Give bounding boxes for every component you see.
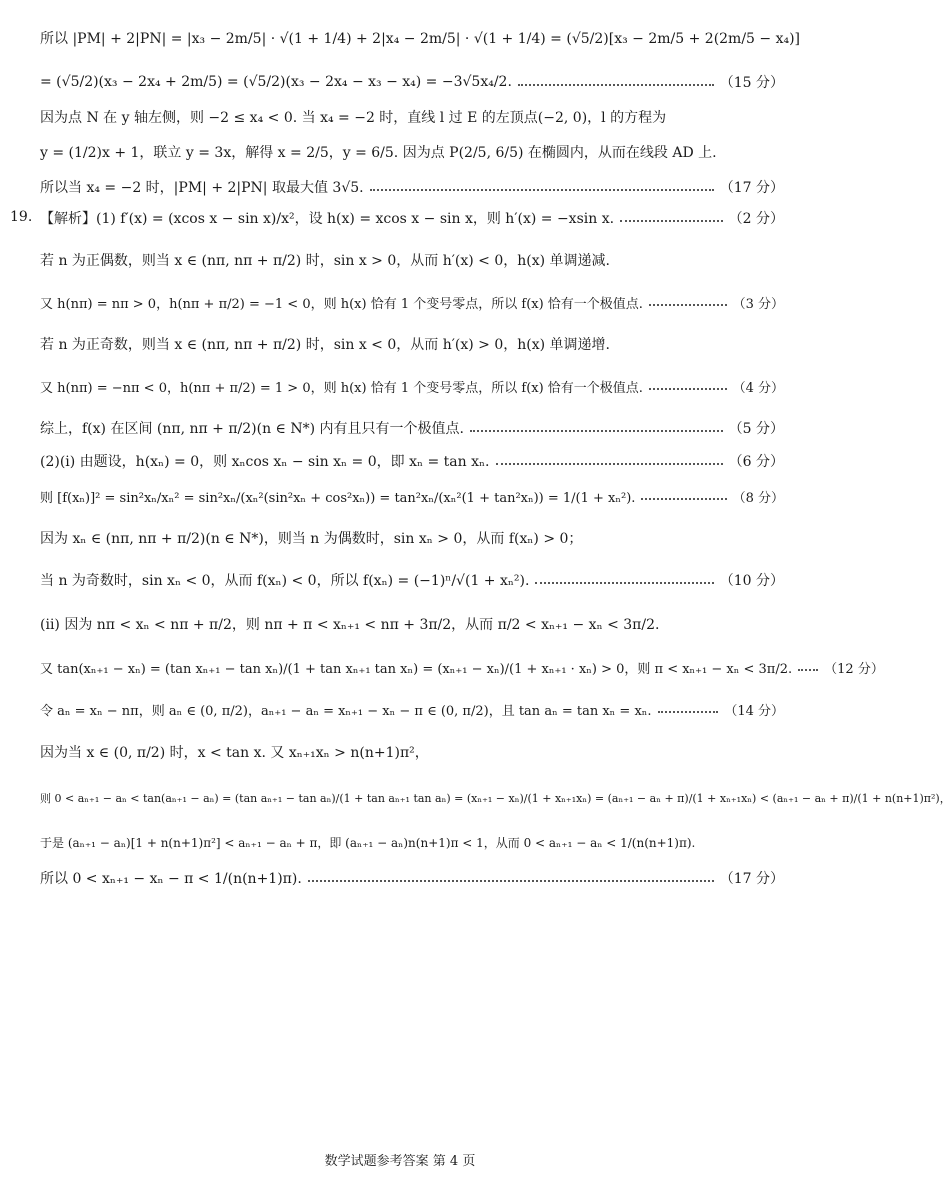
solution-line-2 xyxy=(40,62,784,102)
line-text: 所以 |PM| + 2|PN| = |x₃ − 2m/5| · √(1 + 1/4) + 2|x₄ − 2m/5| · √(1 + 1/4) = (√5/2)[x₃ − 2m/5 + 2(2m/5 − x₄)] xyxy=(40,31,801,47)
solution-line-20 xyxy=(40,778,951,818)
score-mark: （15 分） xyxy=(719,75,784,91)
dot-leader xyxy=(620,220,723,222)
line-text: y = (1/2)x + 1，联立 y = 3x，解得 x = 2/5，y = 6/5. 因为点 P(2/5, 6/5) 在椭圆内，从而在线段 AD 上. xyxy=(40,145,717,161)
score-mark: （8 分） xyxy=(732,490,784,506)
line-text: 若 n 为正奇数，则当 x ∈ (nπ, nπ + π/2) 时，sin x < 0，从而 h′(x) > 0，h(x) 单调递增. xyxy=(40,337,610,353)
solution-line-1 xyxy=(40,18,801,58)
solution-line-21 xyxy=(40,822,784,862)
dot-leader xyxy=(496,463,723,465)
score-mark: （6 分） xyxy=(728,454,784,470)
score-mark: （2 分） xyxy=(728,211,784,227)
line-text: 当 n 为奇数时，sin xₙ < 0，从而 f(xₙ) < 0，所以 f(xₙ) = (−1)ⁿ/√(1 + xₙ²). xyxy=(40,573,530,589)
dot-leader xyxy=(470,430,723,432)
line-text: 又 h(nπ) = nπ > 0，h(nπ + π/2) = −1 < 0，则 h(x) 恰有 1 个变号零点，所以 f(x) 恰有一个极值点. xyxy=(40,296,643,312)
line-text: 综上，f(x) 在区间 (nπ, nπ + π/2)(n ∈ N*) 内有且只有一个极值点. xyxy=(40,421,464,437)
dot-leader xyxy=(649,388,727,390)
line-text: 所以 0 < xₙ₊₁ − xₙ − π < 1/(n(n+1)π). xyxy=(40,871,302,887)
solution-line-17 xyxy=(40,648,884,686)
line-text: 因为当 x ∈ (0, π/2) 时，x < tan x. 又 xₙ₊₁xₙ > n(n+1)π²， xyxy=(40,745,429,761)
solution-line-12 xyxy=(40,448,784,474)
score-mark: （10 分） xyxy=(719,573,784,589)
solution-line-16 xyxy=(40,606,784,642)
line-text: (ⅱ) 因为 nπ < xₙ < nπ + π/2，则 nπ + π < xₙ₊₁ < nπ + 3π/2，从而 π/2 < xₙ₊₁ − xₙ < 3π/2. xyxy=(40,617,660,633)
line-text: 又 tan(xₙ₊₁ − xₙ) = (tan xₙ₊₁ − tan xₙ)/(1 + tan xₙ₊₁ tan xₙ) = (xₙ₊₁ − xₙ)/(1 + xₙ₊₁ · xₙ) > 0，则 π < xₙ₊₁ − xₙ < 3π/2. xyxy=(40,661,793,677)
score-mark: （3 分） xyxy=(732,296,784,312)
line-text: 因为 xₙ ∈ (nπ, nπ + π/2)(n ∈ N*)，则当 n 为偶数时，sin xₙ > 0，从而 f(xₙ) > 0； xyxy=(40,531,583,547)
solution-line-13 xyxy=(40,476,784,516)
solution-line-15 xyxy=(40,560,784,600)
score-mark: （5 分） xyxy=(728,421,784,437)
solution-line-5 xyxy=(40,174,784,200)
solution-line-3 xyxy=(40,104,784,130)
solution-line-10 xyxy=(40,368,784,404)
score-mark: （17 分） xyxy=(719,180,784,196)
dot-leader xyxy=(308,880,714,882)
line-text: 因为点 N 在 y 轴左侧，则 −2 ≤ x₄ < 0. 当 x₄ = −2 时，直线 l 过 E 的左顶点(−2, 0)，l 的方程为 xyxy=(40,110,667,126)
dot-leader xyxy=(641,498,726,500)
solution-line-4 xyxy=(40,132,784,172)
solution-line-14 xyxy=(40,520,784,556)
dot-leader xyxy=(518,84,714,86)
score-mark: （14 分） xyxy=(724,703,784,719)
line-text: (2)(ⅰ) 由题设，h(xₙ) = 0，则 xₙcos xₙ − sin xₙ = 0，即 xₙ = tan xₙ. xyxy=(40,454,490,470)
solution-line-6 xyxy=(40,200,784,236)
dot-leader xyxy=(649,304,727,306)
dot-leader xyxy=(370,189,714,191)
dot-leader xyxy=(535,582,713,584)
page-footer: 数学试题参考答案 第 4 页 xyxy=(324,1154,476,1169)
score-mark: （4 分） xyxy=(732,380,784,396)
line-text: 又 h(nπ) = −nπ < 0，h(nπ + π/2) = 1 > 0，则 h(x) 恰有 1 个变号零点，所以 f(x) 恰有一个极值点. xyxy=(40,380,643,396)
dot-leader xyxy=(798,669,818,671)
line-text: = (√5/2)(x₃ − 2x₄ + 2m/5) = (√5/2)(x₃ − 2x₄ − x₃ − x₄) = −3√5x₄/2. xyxy=(40,74,512,90)
score-mark: （12 分） xyxy=(824,661,884,677)
line-text: 【解析】(1) f′(x) = (xcos x − sin x)/x²，设 h(x) = xcos x − sin x，则 h′(x) = −xsin x. xyxy=(40,211,615,227)
solution-line-11 xyxy=(40,410,784,446)
question-number: 19. xyxy=(10,209,33,225)
dot-leader xyxy=(658,711,719,713)
line-text: 若 n 为正偶数，则当 x ∈ (nπ, nπ + π/2) 时，sin x > 0，从而 h′(x) < 0，h(x) 单调递减. xyxy=(40,253,610,269)
solution-line-19 xyxy=(40,734,784,770)
score-mark: （17 分） xyxy=(719,871,784,887)
line-text: 则 0 < aₙ₊₁ − aₙ < tan(aₙ₊₁ − aₙ) = (tan aₙ₊₁ − tan aₙ)/(1 + tan aₙ₊₁ tan aₙ) = (xₙ₊₁ − xₙ)/(1 + xₙ₊₁xₙ) = (aₙ₊₁ − aₙ + π)/(1 + xₙ₊₁xₙ) < (aₙ₊₁ − aₙ + π)/(1 + n(n+1)π²)， xyxy=(40,792,951,805)
solution-line-9 xyxy=(40,326,784,362)
line-text: 则 [f(xₙ)]² = sin²xₙ/xₙ² = sin²xₙ/(xₙ²(sin²xₙ + cos²xₙ)) = tan²xₙ/(xₙ²(1 + tan²xₙ)) = 1/(1 + xₙ²). xyxy=(40,490,636,506)
line-text: 令 aₙ = xₙ − nπ，则 aₙ ∈ (0, π/2)，aₙ₊₁ − aₙ = xₙ₊₁ − xₙ − π ∈ (0, π/2)，且 tan aₙ = tan xₙ = xₙ. xyxy=(40,703,652,719)
line-text: 于是 (aₙ₊₁ − aₙ)[1 + n(n+1)π²] < aₙ₊₁ − aₙ + π，即 (aₙ₊₁ − aₙ)n(n+1)π < 1，从而 0 < aₙ₊₁ − aₙ < 1/(n(n+1)π). xyxy=(40,835,696,850)
solution-line-7 xyxy=(40,242,784,278)
solution-line-8 xyxy=(40,284,784,320)
line-text: 所以当 x₄ = −2 时，|PM| + 2|PN| 取最大值 3√5. xyxy=(40,180,364,196)
solution-line-18 xyxy=(40,690,784,728)
solution-line-22 xyxy=(40,860,784,896)
